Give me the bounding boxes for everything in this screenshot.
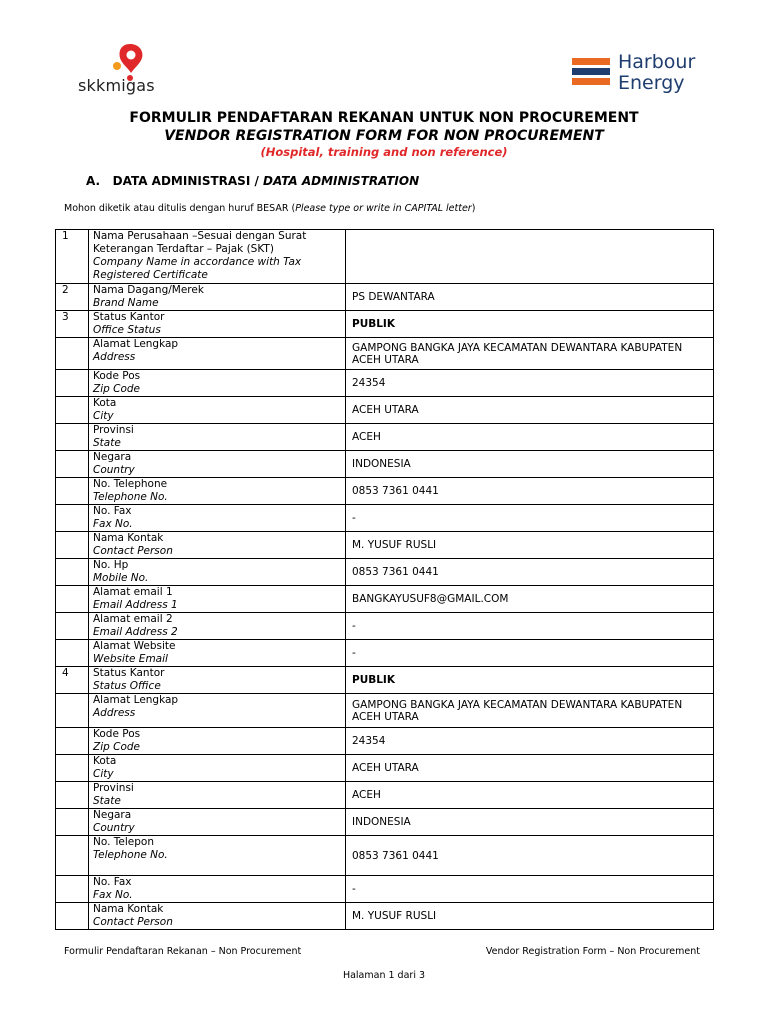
footer-right: Vendor Registration Form – Non Procurement (485, 946, 700, 957)
field-label-en: Fax No. (93, 889, 133, 901)
section-letter: A. (86, 174, 101, 188)
harbour-energy-mark-icon (572, 58, 610, 90)
field-label-id: Status Kantor (93, 667, 165, 679)
field-label-id: Alamat email 2 (93, 613, 173, 625)
field-label-en: Office Status (93, 324, 161, 336)
table-row (56, 532, 714, 559)
field-label-id: Alamat email 1 (93, 586, 173, 598)
field-label-en: City (93, 410, 114, 422)
row-number: 2 (56, 284, 89, 311)
table-row (56, 451, 714, 478)
table-row (56, 478, 714, 505)
field-label (89, 640, 346, 667)
page-number: Halaman 1 dari 3 (342, 970, 426, 981)
table-row (56, 640, 714, 667)
row-number (56, 532, 89, 559)
field-label (89, 613, 346, 640)
row-number (56, 424, 89, 451)
field-value[interactable]: ACEH (346, 782, 714, 809)
field-label-en: Contact Person (93, 916, 173, 928)
row-number (56, 755, 89, 782)
field-label-id: Kota (93, 397, 117, 409)
field-label-en: Country (93, 464, 135, 476)
field-value[interactable]: M. YUSUF RUSLI (346, 532, 714, 559)
field-label (89, 728, 346, 755)
field-value[interactable]: INDONESIA (346, 809, 714, 836)
harbour-energy-logo (572, 51, 702, 96)
row-number: 4 (56, 667, 89, 694)
field-label-en: Email Address 1 (93, 599, 178, 611)
table-row (56, 586, 714, 613)
field-label (89, 586, 346, 613)
field-value[interactable]: ACEH UTARA (346, 755, 714, 782)
field-value[interactable]: 0853 7361 0441 (346, 559, 714, 586)
field-label (89, 755, 346, 782)
row-number (56, 397, 89, 424)
table-row (56, 311, 714, 338)
field-value[interactable]: PS DEWANTARA (346, 284, 714, 311)
field-value[interactable]: 24354 (346, 370, 714, 397)
field-label (89, 505, 346, 532)
field-label-en: Contact Person (93, 545, 173, 557)
field-label (89, 667, 346, 694)
table-row (56, 230, 714, 284)
field-label (89, 370, 346, 397)
field-label (89, 424, 346, 451)
field-label-id: Kota (93, 755, 117, 767)
field-value[interactable]: BANGKAYUSUF8@GMAIL.COM (346, 586, 714, 613)
field-value[interactable]: GAMPONG BANGKA JAYA KECAMATAN DEWANTARA KABUPATEN ACEH UTARA (346, 338, 714, 370)
field-label-id: Provinsi (93, 782, 134, 794)
field-label-id: No. Telephone (93, 478, 168, 490)
section-title-id: DATA ADMINISTRASI / (112, 174, 259, 188)
field-label-en: Fax No. (93, 518, 133, 530)
row-number (56, 451, 89, 478)
field-label-en: Telephone No. (93, 491, 168, 503)
instruction-note (64, 203, 475, 214)
row-number (56, 640, 89, 667)
table-row (56, 667, 714, 694)
row-number (56, 338, 89, 370)
field-value[interactable]: INDONESIA (346, 451, 714, 478)
table-row (56, 424, 714, 451)
instruction-en: Please type or write in CAPITAL letter (295, 203, 472, 214)
field-value[interactable]: ACEH (346, 424, 714, 451)
field-label-id: Nama Dagang/Merek (93, 284, 204, 296)
table-row (56, 728, 714, 755)
field-label-en: Status Office (93, 680, 161, 692)
field-label-id: Nama Perusahaan –Sesuai dengan Surat Keterangan Terdaftar – Pajak (SKT) (93, 230, 307, 255)
registration-table (55, 229, 714, 930)
field-label-en: Zip Code (93, 741, 140, 753)
table-row (56, 836, 714, 876)
field-value[interactable]: - (346, 505, 714, 532)
row-number (56, 586, 89, 613)
field-label-id: No. Fax (93, 505, 132, 517)
row-number (56, 782, 89, 809)
instruction-close: ) (471, 203, 476, 214)
field-label-id: Provinsi (93, 424, 134, 436)
field-label-id: Alamat Lengkap (93, 694, 179, 706)
field-label (89, 284, 346, 311)
row-number (56, 876, 89, 903)
field-label (89, 694, 346, 728)
field-value[interactable]: - (346, 613, 714, 640)
row-number (56, 478, 89, 505)
field-label (89, 478, 346, 505)
field-label-en: Address (93, 707, 136, 719)
field-label-en: Brand Name (93, 297, 159, 309)
harbour-energy-line2: Energy (618, 72, 685, 94)
field-label-id: No. Telepon (93, 836, 154, 848)
field-label (89, 311, 346, 338)
field-label-en: Company Name in accordance with Tax Registered Certificate (93, 256, 302, 281)
field-label (89, 397, 346, 424)
field-value[interactable]: - (346, 876, 714, 903)
field-value[interactable]: PUBLIK (346, 667, 714, 694)
skkmigas-logo (74, 42, 174, 94)
table-row (56, 809, 714, 836)
row-number: 1 (56, 230, 89, 284)
field-label-en: Telephone No. (93, 849, 168, 861)
form-title-en: VENDOR REGISTRATION FORM FOR NON PROCUREMENT (164, 128, 604, 144)
table-row (56, 903, 714, 930)
table-row (56, 755, 714, 782)
field-value[interactable]: 0853 7361 0441 (346, 478, 714, 505)
instruction-id: Mohon diketik atau ditulis dengan huruf BESAR ( (64, 203, 296, 214)
field-label-id: Status Kantor (93, 311, 165, 323)
row-number (56, 809, 89, 836)
field-label (89, 559, 346, 586)
field-label (89, 532, 346, 559)
table-row (56, 397, 714, 424)
field-label-id: Negara (93, 809, 132, 821)
field-label (89, 451, 346, 478)
field-value[interactable]: - (346, 640, 714, 667)
section-heading (86, 174, 419, 188)
row-number: 3 (56, 311, 89, 338)
form-subtitle: (Hospital, training and non reference) (260, 145, 508, 159)
field-value[interactable] (346, 230, 714, 284)
table-row (56, 694, 714, 728)
harbour-energy-line1: Harbour (618, 51, 696, 73)
field-value[interactable]: 0853 7361 0441 (346, 836, 714, 876)
field-label-id: No. Fax (93, 876, 132, 888)
field-label-id: Nama Kontak (93, 903, 164, 915)
field-label-en: Email Address 2 (93, 626, 178, 638)
footer-left: Formulir Pendaftaran Rekanan – Non Procurement (64, 946, 302, 957)
table-row (56, 782, 714, 809)
field-label-en: Country (93, 822, 135, 834)
field-label-en: Address (93, 351, 136, 363)
table-row (56, 370, 714, 397)
field-label-id: Alamat Lengkap (93, 338, 179, 350)
field-label-id: Kode Pos (93, 370, 141, 382)
field-value[interactable]: PUBLIK (346, 311, 714, 338)
table-row (56, 876, 714, 903)
row-number (56, 613, 89, 640)
row-number (56, 559, 89, 586)
field-label-en: Website Email (93, 653, 168, 665)
row-number (56, 836, 89, 876)
form-title-id: FORMULIR PENDAFTARAN REKANAN UNTUK NON PROCUREMENT (129, 110, 639, 126)
field-label (89, 809, 346, 836)
field-label-id: Alamat Website (93, 640, 176, 652)
table-row (56, 613, 714, 640)
field-label-en: State (93, 437, 121, 449)
field-value[interactable]: ACEH UTARA (346, 397, 714, 424)
field-label (89, 876, 346, 903)
table-row (56, 284, 714, 311)
field-label (89, 230, 346, 284)
table-row (56, 505, 714, 532)
field-label-id: Kode Pos (93, 728, 141, 740)
field-value[interactable]: M. YUSUF RUSLI (346, 903, 714, 930)
field-label (89, 903, 346, 930)
field-label-en: Zip Code (93, 383, 140, 395)
row-number (56, 505, 89, 532)
field-label (89, 782, 346, 809)
field-label-id: No. Hp (93, 559, 129, 571)
row-number (56, 728, 89, 755)
field-label-en: State (93, 795, 121, 807)
field-value[interactable]: 24354 (346, 728, 714, 755)
field-label-id: Nama Kontak (93, 532, 164, 544)
table-row (56, 559, 714, 586)
field-value[interactable]: GAMPONG BANGKA JAYA KECAMATAN DEWANTARA KABUPATEN ACEH UTARA (346, 694, 714, 728)
field-label (89, 836, 346, 876)
row-number (56, 694, 89, 728)
row-number (56, 370, 89, 397)
skkmigas-logo-text: skkmigas (78, 76, 155, 95)
field-label-en: City (93, 768, 114, 780)
row-number (56, 903, 89, 930)
field-label-en: Mobile No. (93, 572, 149, 584)
table-row (56, 338, 714, 370)
field-label (89, 338, 346, 370)
section-title-en: DATA ADMINISTRATION (263, 174, 420, 188)
field-label-id: Negara (93, 451, 132, 463)
